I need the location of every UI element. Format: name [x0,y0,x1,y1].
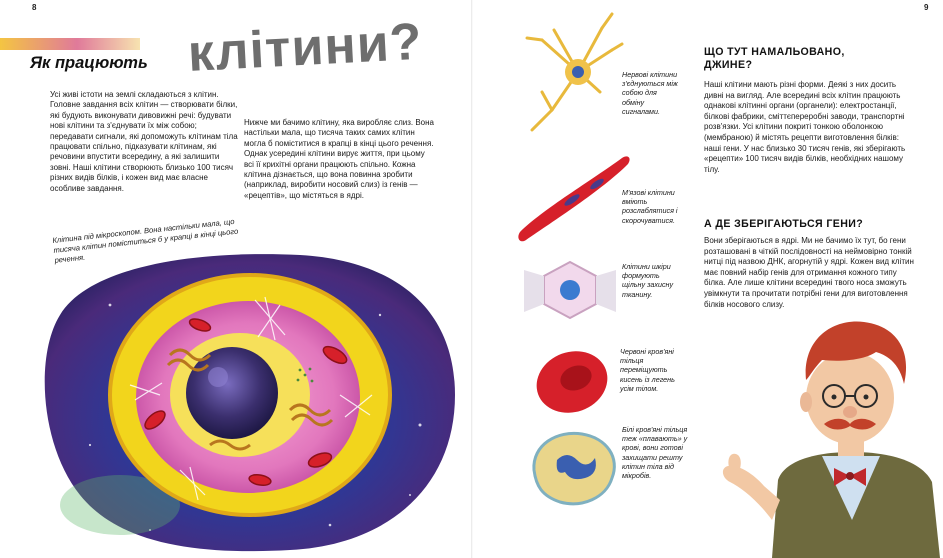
muscle-cell-caption: М'язові клітини вміють розслаблятися і скорочуватися. [622,188,678,225]
heading-where-genes: А ДЕ ЗБЕРІГАЮТЬСЯ ГЕНИ? [704,218,864,230]
right-page [472,0,943,558]
cell-caption: Клітина під мікроскопом. Вона настільки мала, що тисяча клітин поміститься б у крапці в кінці цього речення. [52,216,239,265]
nerve-cell-illustration [527,14,622,130]
where-genes-text: Вони зберігаються в ядрі. Ми не бачимо їх тут, бо гени розташовані в чіткій послідовності на неймовірно тонкій нитці під назвою ДНК, агорнутій у ядрі. Кожен вид клітин має повний набір генів для отримання кожного типу білка. Але лише клітини всередині твого носа зможуть увімкнути та прочитати потрібні гени для виготовлення білків носового слизу. [704,236,914,309]
what-is-drawn-text: Наші клітини мають різні форми. Деякі з них досить дивні на вигляд. Але всередині всіх клітин працюють однакові клітинні органи (органели): електростанції, білкові фабрики, сміттєпереробні заводи, транспортні розв'язки. Усі клітини покриті тонкою оболонкою (мембраною) й містять рецепти виготовлення білків: наші гени. У нас близько 30 тисяч генів, які зберігають «рецепти» 100 тисяч видів білків, необхідних нашому тілу. [704,80,906,174]
nerve-cell-caption: Нервові клітини з'єднуються між собою для обміну сигналами. [622,70,678,116]
page-title-big: клітини? [186,12,424,83]
white-blood-cell-caption: Білі кров'яні тільця теж «плавають» у крові, вони готові захищати решту клітин тіла від мікробів. [622,425,688,481]
intro-paragraph: Усі живі істоти на землі складаються з клітин. Головне завдання всіх клітин — створювати білки, які будують виконувати дивовижні речі: будувати нові клітини та з'єднувати їх між собою; передавати сигнали, які допоможуть клітинам тіла працювати спільно, підказувати клітинам, які речовини впустити всередину, а які залишити зовні. Наші клітини створюють близько 100 тисяч різних видів білків, і кожен вид має власне особливе завдання. [50,90,238,193]
white-blood-cell-illustration [534,433,614,503]
heading-what-is-drawn-line1: ЩО ТУТ НАМАЛЬОВАНО, [704,46,845,58]
page-number-left: 8 [32,3,37,12]
heading-what-is-drawn-line2: ДЖИНЕ? [704,58,753,71]
decorative-strip [0,38,140,50]
heading-what-is-drawn [704,46,904,71]
page-title-small: Як працюють [30,54,148,72]
red-blood-cell-illustration [528,341,616,422]
skin-cell-caption: Клітини шкіри формують щільну захисну тканину. [622,262,674,299]
red-blood-cell-caption: Червоні кров'яні тільця переміщують кисень із легень усім тілом. [620,347,675,393]
cell-paragraph: Нижче ми бачимо клітину, яка виробляє слиз. Вона настільки мала, що тисяча таких самих клітин могла б поміститися в крапці в кінці цього речення. Однак усередині клітини вирує життя, при цьому всі її крихітні органи працюють спільно. Кожна клітина дізнається, що вона повинна зробити (наприклад, виробити носовий слиз) із генів — «рецептів», що містяться в ядрі. [244,118,434,200]
skin-cell-illustration [524,262,616,318]
page-number-right: 9 [924,3,929,12]
muscle-cell-illustration [518,156,629,241]
cell-illustration [0,245,472,558]
